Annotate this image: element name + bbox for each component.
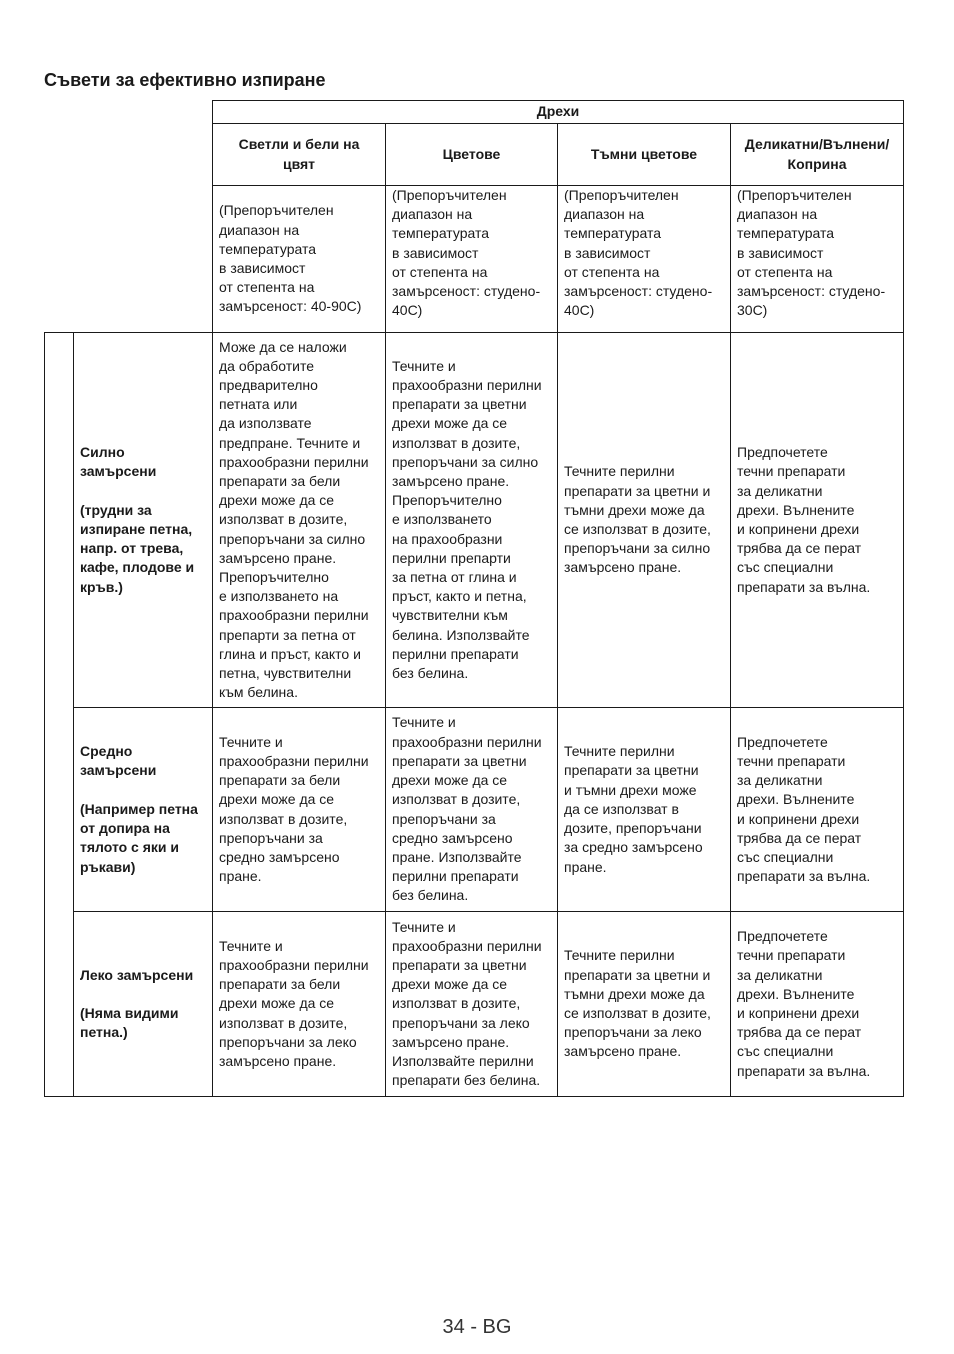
table-row-light (45, 912, 904, 1097)
row-label-medium: Средно замърсени (Например петна от допира на тялото с яки и ръкави) (74, 708, 213, 912)
group-header-clothes: Дрехи (213, 101, 904, 124)
table-cell: Течните и прахообразни перилни препарати за цветни дрехи може да се използват в дозите, препоръчани за силно замърсено пране. Препоръчително е използването на прахообразни перилни препарти за петна от глина и пръст, както и петна, чувствителни към белина. Използвайте перилни препарати без белина. (386, 333, 558, 708)
temperature-row (45, 186, 904, 333)
temperature-cell: (Препоръчителен диапазон на температурата в зависимост от степента на замърсеност: студено- 40С) (558, 186, 731, 333)
column-header-light-white: Светли и бели на цвят (213, 124, 386, 186)
table-row-heavy (45, 333, 904, 708)
page-number: 34 - BG (442, 1316, 512, 1338)
row-label-heavy: Силно замърсени (трудни за изпиране петна, напр. от трева, кафе, плодове и кръв.) (74, 333, 213, 708)
table-cell: Може да се наложи да обработите предварително петната или да използвате предпране. Течните и прахообразни перилни препарати за бели дрехи може да се използват в дозите, препоръчани за силно замърсено пране. Препоръчително е използването на прахообразни перилни препарти за петна от глина и пръст, както и петна, чувствителни към белина. (213, 333, 386, 708)
row-label-light: Леко замърсени (Няма видими петна.) (74, 912, 213, 1097)
table-group-header-row (45, 101, 904, 124)
empty-corner (45, 186, 213, 333)
table-cell: Течните и прахообразни перилни препарати за бели дрехи може да се използват в дозите, препоръчани за средно замърсено пране. (213, 708, 386, 912)
laundry-tips-table (44, 100, 904, 1097)
table-cell: Предпочетете течни препарати за деликатни дрехи. Вълнените и копринени дрехи трябва да се перат със специални препарати за вълна. (731, 708, 904, 912)
column-header-colors: Цветове (386, 124, 558, 186)
table-row-medium (45, 708, 904, 912)
table-cell: Предпочетете течни препарати за деликатни дрехи. Вълнените и копринени дрехи трябва да се перат със специални препарати за вълна. (731, 912, 904, 1097)
table-cell: Течните перилни препарати за цветни и тъмни дрехи може да се използват в дозите, препоръчани за силно замърсено пране. (558, 333, 731, 708)
table-cell: Течните перилни препарати за цветни и тъмни дрехи може да се използват в дозите, препоръчани за леко замърсено пране. (558, 912, 731, 1097)
table-cell: Предпочетете течни препарати за деликатни дрехи. Вълнените и копринени дрехи трябва да се перат със специални препарати за вълна. (731, 333, 904, 708)
table-cell: Течните и прахообразни перилни препарати за цветни дрехи може да се използват в дозите, препоръчани за средно замърсено пране. Използвайте перилни препарати без белина. (386, 708, 558, 912)
table-column-header-row (45, 124, 904, 186)
table-cell: Течните перилни препарати за цветни и тъмни дрехи може да се използват в дозите, препоръчани за средно замърсено пране. (558, 708, 731, 912)
temperature-cell: (Препоръчителен диапазон на температурата в зависимост от степента на замърсеност: 40-90С) (213, 186, 386, 333)
page-title: Съвети за ефективно изпиране (44, 70, 326, 90)
column-header-dark-colors: Тъмни цветове (558, 124, 731, 186)
empty-corner (45, 124, 213, 186)
table-cell: Течните и прахообразни перилни препарати за бели дрехи може да се използват в дозите, препоръчани за леко замърсено пране. (213, 912, 386, 1097)
temperature-cell: (Препоръчителен диапазон на температурата в зависимост от степента на замърсеност: студено- 40С) (386, 186, 558, 333)
column-header-delicates: Деликатни/Вълнени/ Коприна (731, 124, 904, 186)
row-group-label-cell (45, 333, 74, 1097)
table-cell: Течните и прахообразни перилни препарати за цветни дрехи може да се използват в дозите, препоръчани за леко замърсено пране. Използвайте перилни препарати без белина. (386, 912, 558, 1097)
empty-corner (45, 101, 213, 124)
temperature-cell: (Препоръчителен диапазон на температурата в зависимост от степента на замърсеност: студено- 30С) (731, 186, 904, 333)
